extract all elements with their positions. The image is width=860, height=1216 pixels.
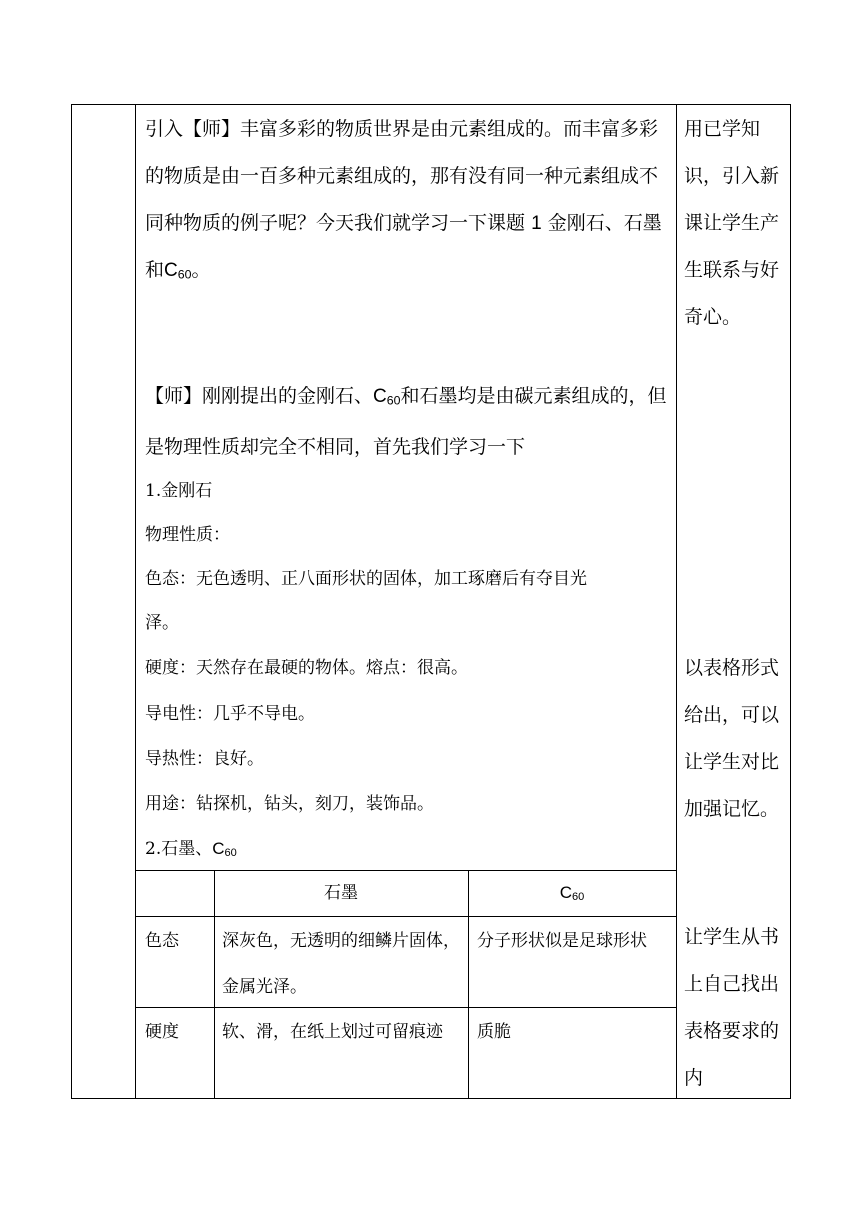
teacher-paragraph: 【师】刚刚提出的金刚石、$C_{60}$和石墨均是由碳元素组成的，但是物理性质却完全不相同，首先我们学习一下	[145, 385, 667, 459]
physical-properties-label: 物理性质：	[145, 525, 230, 545]
diamond-uses: 用途：钻探机，钻头，刻刀，装饰品。	[145, 794, 434, 814]
row-label-hardness: 硬度	[145, 1022, 179, 1042]
diamond-heading: 1.金刚石	[145, 481, 213, 501]
row-label-color: 色态	[145, 931, 179, 951]
graphite-c60-heading: 2.石墨、C60	[145, 839, 237, 860]
note-table-purpose: 以表格形式给出，可以让学生对比加强记忆。	[684, 657, 780, 820]
graphite-color-cell: 深灰色，无透明的细鳞片固体，金属光泽。	[222, 931, 460, 997]
column-divider-2	[676, 104, 677, 1099]
table-top-border	[71, 104, 790, 105]
diamond-conductivity: 导电性：几乎不导电。	[145, 704, 315, 724]
diamond-color-line-2: 泽。	[145, 613, 179, 633]
column-divider-1	[135, 104, 136, 1099]
diamond-color-line-1: 色态：无色透明、正八面形状的固体，加工琢磨后有夺目光	[145, 569, 587, 589]
table-bottom-border	[71, 1098, 790, 1099]
header-graphite: 石墨	[324, 883, 358, 903]
table-left-border	[71, 104, 72, 1099]
intro-paragraph: 引入【师】丰富多彩的物质世界是由元素组成的。而丰富多彩的物质是由一百多种元素组成的，那有没有同一种元素组成不同种物质的例子呢？今天我们就学习一下课题 1 金刚石、石墨和$C_{60}$。	[145, 118, 662, 282]
c60-color-cell: 分子形状似是足球形状	[477, 931, 647, 951]
graphite-hardness-cell: 软、滑，在纸上划过可留痕迹	[222, 1022, 443, 1042]
header-c60: C60	[559, 883, 585, 904]
diamond-hardness: 硬度：天然存在最硬的物体。熔点：很高。	[145, 658, 468, 678]
c60-hardness-cell: 质脆	[477, 1022, 511, 1042]
table-right-border	[790, 104, 791, 1099]
diamond-heat-conductivity: 导热性：良好。	[145, 749, 264, 769]
note-self-study: 让学生从书上自己找出表格要求的内	[684, 926, 780, 1089]
note-intro-purpose: 用已学知识，引入新课让学生产生联系与好奇心。	[684, 118, 780, 328]
